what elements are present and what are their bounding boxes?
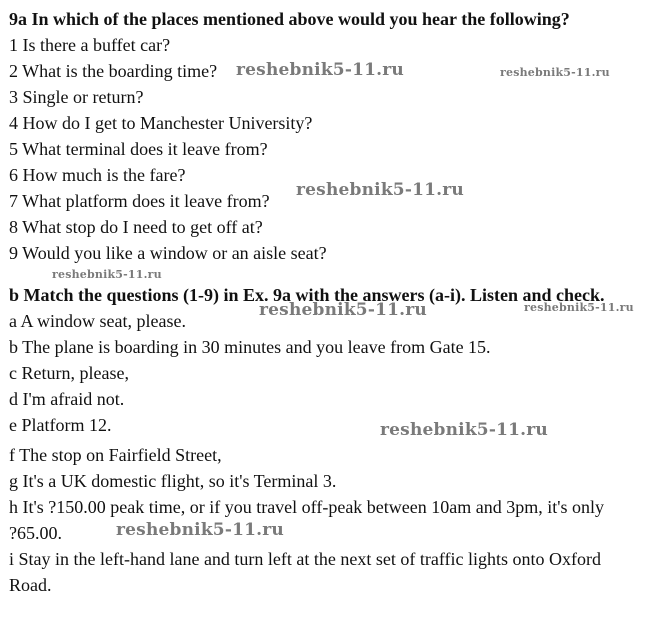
exercise-9b-heading: b Match the questions (1-9) in Ex. 9a with the answers (a-i). Listen and check. — [9, 285, 605, 305]
answer-a: a A window seat, please. — [9, 311, 186, 331]
answer-d: d I'm afraid not. — [9, 389, 125, 409]
watermark: reshebnik5-11.ru — [116, 520, 284, 540]
exercise-9a-heading: 9a In which of the places mentioned above would you hear the following? — [9, 9, 570, 29]
answer-b: b The plane is boarding in 30 minutes and you leave from Gate 15. — [9, 337, 491, 357]
question-2: 2 What is the boarding time? — [9, 61, 218, 81]
question-9: 9 Would you like a window or an aisle seat? — [9, 243, 327, 263]
watermark: reshebnik5-11.ru — [380, 420, 548, 440]
answer-h-line-2: ?65.00. — [9, 523, 62, 543]
watermark: reshebnik5-11.ru — [52, 268, 162, 281]
question-7: 7 What platform does it leave from? — [9, 191, 270, 211]
question-8: 8 What stop do I need to get off at? — [9, 217, 263, 237]
answer-i-line-1: i Stay in the left-hand lane and turn left at the next set of traffic lights onto Oxford — [9, 549, 602, 569]
watermark: reshebnik5-11.ru — [236, 60, 404, 80]
answer-g: g It's a UK domestic flight, so it's Terminal 3. — [9, 471, 337, 491]
question-4: 4 How do I get to Manchester University? — [9, 113, 313, 133]
answer-e: e Platform 12. — [9, 415, 112, 435]
question-6: 6 How much is the fare? — [9, 165, 186, 185]
watermark: reshebnik5-11.ru — [524, 301, 634, 314]
answer-i-line-2: Road. — [9, 575, 52, 595]
answer-h-line-1: h It's ?150.00 peak time, or if you travel off-peak between 10am and 3pm, it's only — [9, 497, 605, 517]
question-5: 5 What terminal does it leave from? — [9, 139, 268, 159]
answer-f: f The stop on Fairfield Street, — [9, 445, 222, 465]
watermark: reshebnik5-11.ru — [259, 300, 427, 320]
watermark: reshebnik5-11.ru — [500, 66, 610, 79]
question-1: 1 Is there a buffet car? — [9, 35, 171, 55]
answer-c: c Return, please, — [9, 363, 129, 383]
question-3: 3 Single or return? — [9, 87, 144, 107]
watermark: reshebnik5-11.ru — [296, 180, 464, 200]
